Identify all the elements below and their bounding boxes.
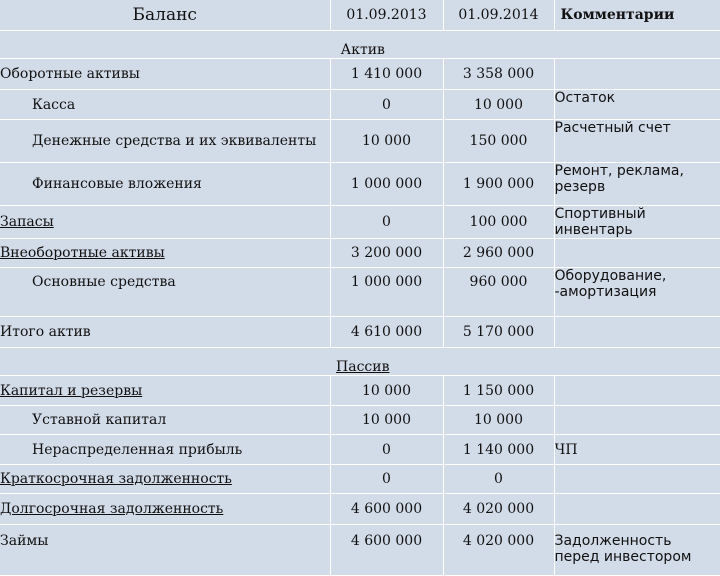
row-value-2014: 150 000	[443, 120, 554, 163]
row-comment	[554, 239, 720, 268]
table-row	[0, 494, 720, 525]
row-value-2014: 960 000	[443, 268, 554, 317]
row-comment: ЧП	[554, 435, 720, 465]
row-value-2013: 0	[330, 435, 443, 465]
table-row	[0, 435, 720, 465]
row-name: Оборотные активы	[0, 59, 330, 90]
row-value-2014: 100 000	[443, 206, 554, 239]
row-name: Итого актив	[0, 317, 330, 348]
header-comments: Комментарии	[554, 0, 720, 31]
table-row	[0, 163, 720, 206]
row-value-2014: 0	[443, 465, 554, 494]
table-row	[0, 239, 720, 268]
row-value-2014: 5 170 000	[443, 317, 554, 348]
row-name: Финансовые вложения	[0, 163, 330, 206]
row-value-2013: 10 000	[330, 406, 443, 435]
row-comment	[554, 376, 720, 406]
row-value-2014: 2 960 000	[443, 239, 554, 268]
table-row	[0, 90, 720, 120]
section-assets-label: Актив	[340, 42, 385, 58]
row-comment: Расчетный счет	[554, 120, 720, 163]
row-name: Запасы	[0, 206, 330, 239]
row-name: Внеоборотные активы	[0, 239, 330, 268]
row-comment: Ремонт, реклама, резерв	[554, 163, 720, 206]
row-value-2014: 10 000	[443, 90, 554, 120]
row-name: Долгосрочная задолженность	[0, 494, 330, 525]
row-value-2013: 4 610 000	[330, 317, 443, 348]
section-assets-cell	[0, 31, 720, 59]
row-value-2014: 1 900 000	[443, 163, 554, 206]
table-row	[0, 465, 720, 494]
section-liabilities-label: Пассив	[336, 359, 390, 375]
row-value-2013: 1 000 000	[330, 163, 443, 206]
row-value-2013: 4 600 000	[330, 525, 443, 576]
row-value-2013: 10 000	[330, 376, 443, 406]
table-row	[0, 376, 720, 406]
row-comment	[554, 59, 720, 90]
row-value-2013: 0	[330, 206, 443, 239]
row-comment	[554, 465, 720, 494]
table-row	[0, 59, 720, 90]
row-value-2013: 10 000	[330, 120, 443, 163]
row-value-2013: 1 410 000	[330, 59, 443, 90]
table-row	[0, 268, 720, 317]
row-comment: Оборудование, -амортизация	[554, 268, 720, 317]
section-row-liabilities	[0, 348, 720, 376]
row-name: Уставной капитал	[0, 406, 330, 435]
row-name: Краткосрочная задолженность	[0, 465, 330, 494]
row-value-2013: 0	[330, 90, 443, 120]
row-value-2013: 4 600 000	[330, 494, 443, 525]
section-liabilities-cell	[0, 348, 720, 376]
header-balance: Баланс	[0, 0, 330, 31]
row-value-2014: 1 140 000	[443, 435, 554, 465]
section-row-assets	[0, 31, 720, 59]
row-value-2014: 4 020 000	[443, 494, 554, 525]
row-name: Капитал и резервы	[0, 376, 330, 406]
row-value-2013: 3 200 000	[330, 239, 443, 268]
row-name: Касса	[0, 90, 330, 120]
row-value-2014: 1 150 000	[443, 376, 554, 406]
row-name: Нераспределенная прибыль	[0, 435, 330, 465]
row-name: Основные средства	[0, 268, 330, 317]
row-value-2014: 4 020 000	[443, 525, 554, 576]
row-comment	[554, 406, 720, 435]
row-value-2013: 1 000 000	[330, 268, 443, 317]
row-name: Денежные средства и их эквиваленты	[0, 120, 330, 163]
table-row	[0, 525, 720, 576]
row-comment: Спортивный инвентарь	[554, 206, 720, 239]
header-row	[0, 0, 720, 31]
row-comment: Остаток	[554, 90, 720, 120]
row-name: Займы	[0, 525, 330, 576]
row-value-2013: 0	[330, 465, 443, 494]
table-row	[0, 206, 720, 239]
table-row	[0, 317, 720, 348]
row-value-2014: 3 358 000	[443, 59, 554, 90]
row-comment: Задолженность перед инвестором	[554, 525, 720, 576]
row-comment	[554, 317, 720, 348]
row-comment	[554, 494, 720, 525]
table-row	[0, 120, 720, 163]
table-row	[0, 406, 720, 435]
header-date-2013: 01.09.2013	[330, 0, 443, 31]
header-date-2014: 01.09.2014	[443, 0, 554, 31]
row-value-2014: 10 000	[443, 406, 554, 435]
